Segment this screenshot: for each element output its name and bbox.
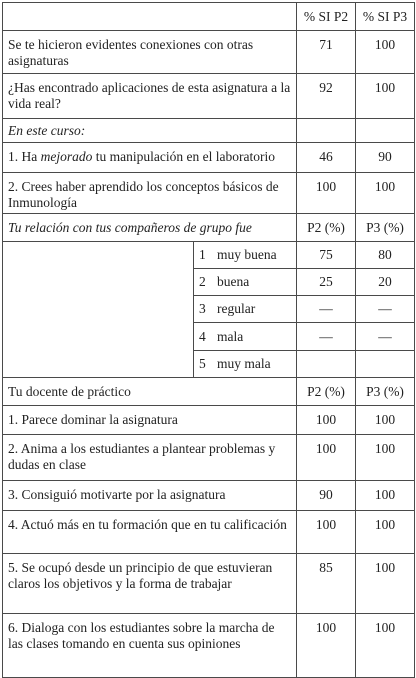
teacher-col-p2: P2 (%) [297, 378, 356, 406]
value-p2: 100 [297, 614, 356, 678]
value-p2: 25 [297, 269, 356, 296]
value-p2: 100 [297, 511, 356, 554]
option-label: regular [217, 301, 256, 316]
relation-heading-row [3, 214, 415, 242]
option-number: 2 [199, 274, 206, 289]
option-number: 1 [199, 247, 206, 262]
value-p2: 75 [297, 242, 356, 269]
relation-option [194, 269, 297, 296]
option-label: mala [217, 328, 244, 344]
value-p2: 90 [297, 481, 356, 511]
table-row [3, 614, 415, 678]
value-p3: 20 [356, 269, 415, 296]
value-p2: — [297, 296, 356, 323]
value-p2 [297, 351, 356, 378]
relation-col-p3: P3 (%) [356, 214, 415, 242]
relation-option [194, 351, 297, 378]
question-text: 2. Crees haber aprendido los conceptos básicos de Inmunología [3, 173, 297, 214]
option-number: 4 [199, 328, 206, 344]
value-p2: 100 [297, 435, 356, 481]
option-number: 5 [199, 356, 206, 371]
question-text-post: tu manipulación en el laboratorio [92, 149, 275, 164]
question-text: 4. Actuó más en tu formación que en tu calificación [3, 511, 297, 554]
question-text: 3. Consiguió motivarte por la asignatura [3, 481, 297, 511]
question-text-emphasis: mejorado [40, 149, 93, 164]
value-p2: 46 [297, 143, 356, 173]
teacher-heading: Tu docente de práctico [3, 378, 297, 406]
value-p2: 85 [297, 554, 356, 614]
value-p2: 100 [297, 406, 356, 435]
value-p2: — [297, 323, 356, 351]
value-p3: 80 [356, 242, 415, 269]
value-p3: 100 [356, 173, 415, 214]
table-row [3, 173, 415, 214]
relation-option [194, 296, 297, 323]
question-text-pre: 1. Ha [8, 149, 41, 164]
relation-col-p2: P2 (%) [297, 214, 356, 242]
relation-option-row [3, 242, 415, 269]
value-p3: 100 [356, 511, 415, 554]
value-p2: 92 [297, 74, 356, 119]
table-row [3, 143, 415, 173]
question-text: 2. Anima a los estudiantes a plantear problemas y dudas en clase [3, 435, 297, 481]
course-heading-row [3, 119, 415, 143]
value-p3: 100 [356, 31, 415, 74]
value-p2: 71 [297, 31, 356, 74]
survey-table [2, 2, 415, 678]
table-row [3, 31, 415, 74]
value-p3: 100 [356, 614, 415, 678]
course-heading: En este curso: [3, 119, 297, 143]
teacher-heading-row [3, 378, 415, 406]
header-p2: % SI P2 [297, 3, 356, 31]
relation-option [194, 242, 297, 269]
relation-heading: Tu relación con tus compañeros de grupo fue [3, 214, 297, 242]
option-label: muy mala [217, 356, 271, 371]
empty-cell [297, 119, 356, 143]
relation-option [194, 323, 297, 351]
value-p3: 100 [356, 481, 415, 511]
value-p3: 100 [356, 406, 415, 435]
option-number: 3 [199, 301, 206, 316]
option-label: muy buena [217, 247, 277, 262]
question-text: 1. Parece dominar la asignatura [3, 406, 297, 435]
teacher-col-p3: P3 (%) [356, 378, 415, 406]
header-empty-cell [3, 3, 297, 31]
table-row [3, 554, 415, 614]
table-row [3, 481, 415, 511]
value-p3: 100 [356, 74, 415, 119]
value-p2: 100 [297, 173, 356, 214]
table-row [3, 435, 415, 481]
empty-cell [356, 119, 415, 143]
table-row [3, 74, 415, 119]
relation-blank-cell [3, 242, 194, 378]
question-text: ¿Has encontrado aplicaciones de esta asignatura a la vida real? [3, 74, 297, 119]
option-label: buena [217, 274, 250, 289]
value-p3: 90 [356, 143, 415, 173]
table-row [3, 511, 415, 554]
value-p3: — [356, 323, 415, 351]
table-header-row [3, 3, 415, 31]
header-p3: % SI P3 [356, 3, 415, 31]
value-p3: 100 [356, 435, 415, 481]
value-p3: — [356, 296, 415, 323]
question-text: 5. Se ocupó desde un principio de que estuvieran claros los objetivos y la forma de trabajar [3, 554, 297, 614]
table-row [3, 406, 415, 435]
value-p3 [356, 351, 415, 378]
value-p3: 100 [356, 554, 415, 614]
question-text: Se te hicieron evidentes conexiones con otras asignaturas [3, 31, 297, 74]
question-text: 6. Dialoga con los estudiantes sobre la marcha de las clases tomando en cuenta sus opiniones [3, 614, 297, 678]
question-text [3, 143, 297, 173]
